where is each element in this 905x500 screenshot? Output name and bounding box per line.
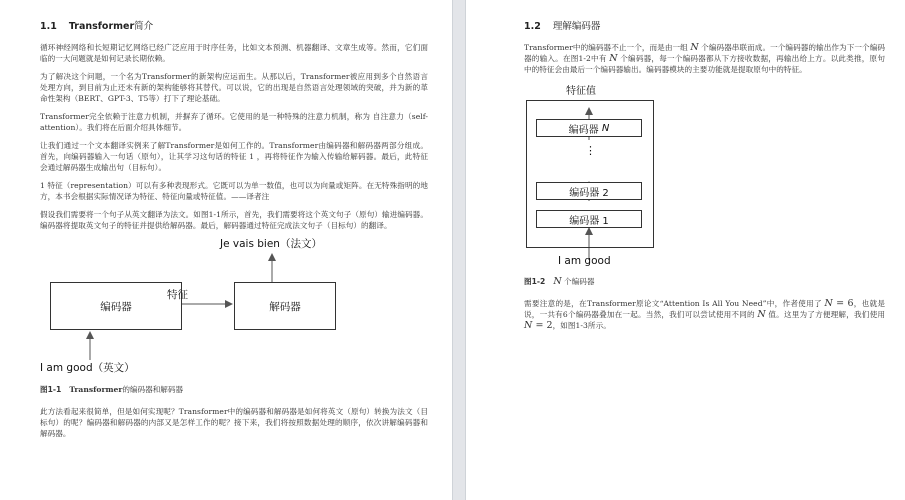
- decoder-box: [234, 282, 336, 330]
- note-paragraph: [524, 298, 885, 331]
- note-text-a: 需要注意的是，在Transformer原论文“Attention Is All You Need”中，作者使用了: [524, 299, 825, 308]
- paragraph-4: 让我们通过一个文本翻译实例来了解Transformer是如何工作的。Transformer由编码器和解码器两部分组成。首先，向编码器输入一句话（原句），让其学习这句话的特征 1 ，再将特征作为输入传输给解码器。最后，此特征会通过解码器生成输出句（目标句）。: [40, 141, 428, 172]
- intro-text-c: 个编码器，每一个编码器都从下方接收数据，再输出给上方。以此类推，原句中的特征会由最后一个编码器输出。编码器模块的主要功能就是提取原句中的特征。: [524, 54, 885, 74]
- paragraph-2: 为了解决这个问题，一个名为Transformer的新架构应运而生。从那以后，Transformer被应用到多个自然语言处理方向，到目前为止还未有新的架构能够将其替代。可以说，它的出现是自然语言处理领域的突破，并为新的革命性架构（BERT、GPT-3、T5等）打下了理论基础。: [40, 72, 428, 103]
- section-title: [40, 18, 428, 32]
- var-n-1: N: [690, 42, 699, 53]
- figure-encoder-decoder: [40, 236, 440, 382]
- section-number: 1.1: [40, 21, 57, 32]
- paragraph-1: 循环神经网络和长短期记忆网络已经广泛应用于时序任务，比如文本预测、机器翻译、文章生成等。然而，它们面临的一大问题就是如何记录长期依赖。: [40, 43, 428, 63]
- caption-text: 的编码器和解码器: [122, 385, 184, 394]
- output-sentence: Je vais bien（法文）: [220, 238, 322, 250]
- right-page: [466, 0, 905, 500]
- note-text-b: ，也就是说，一共有6个编码器叠加在一起。当然，我们可以尝试使用不同的: [524, 299, 886, 319]
- encoder-label: 编码器: [100, 300, 132, 313]
- encoder-n-prefix: 编码器: [568, 124, 602, 136]
- paragraph-5: 假设我们需要将一个句子从英文翻译为法文。如图1-1所示，首先，我们需要将这个英文句子（原句）输进编码器。编码器将提取英文句子的特征并提供给解码器。最后，解码器通过特征完成法文句子（目标句）的翻译。: [40, 210, 428, 230]
- intro-paragraph: [524, 42, 885, 75]
- feature-label: 特征: [167, 289, 188, 301]
- encoder-2-box: [536, 182, 642, 200]
- decoder-label: 解码器: [269, 300, 301, 313]
- caption-bold: Transformer: [69, 385, 123, 394]
- stack-input: I am good: [558, 255, 611, 267]
- intro-text-a: Transformer中的编码器不止一个，而是由一组: [524, 43, 691, 52]
- intro-text-b: 个编码器串联而成。一个编码器的输出作为下一个编码器的输入。在图1-2中有: [524, 43, 886, 63]
- note-text-c: 值。这里为了方便理解，我们使用: [765, 310, 885, 319]
- note-text-d: ，如图1-3所示。: [552, 321, 611, 330]
- figure-encoder-stack: [526, 82, 666, 270]
- closing-paragraph: 此方法看起来很简单，但是如何实现呢？Transformer中的编码器和解码器是如何将英文（原句）转换为法文（目标句）的呢？编码器和解码器的内部又是怎样工作的呢？接下来，我们将按照数据处理的顺序，依次讲解编码器和解码器。: [40, 407, 428, 438]
- encoder-n-box: [536, 119, 642, 137]
- caption-var: N: [553, 276, 562, 287]
- note-var-n: N: [757, 309, 766, 320]
- eq1-rest: = 6: [832, 298, 854, 309]
- encoder-box: [50, 282, 182, 330]
- var-n-2: N: [609, 53, 618, 64]
- caption-number-right: 图1-2: [524, 277, 546, 286]
- input-sentence: I am good（英文）: [40, 362, 135, 374]
- encoder-1-label: 编码器 1: [569, 215, 609, 227]
- top-label: 特征值: [566, 86, 596, 97]
- caption-text-right: 个编码器: [561, 277, 595, 286]
- eq1-var: N: [824, 298, 833, 309]
- encoder-n-var: N: [601, 122, 610, 134]
- figure-caption: [40, 384, 428, 395]
- left-page: [0, 0, 452, 500]
- eq2-var: N: [524, 320, 533, 331]
- ellipsis-dots: ⋮: [585, 144, 596, 157]
- section-title-en: Transformer: [68, 21, 135, 32]
- encoder-1-box: [536, 210, 642, 228]
- figure-caption-right: [524, 276, 885, 287]
- footnote: 1 特征（representation）可以有多种表现形式。它既可以为单一数值，也可以为向量或矩阵。在无特殊指明的地方，本书会根据实际情况译为特征、特征向量或特征值。——译者注: [40, 181, 428, 201]
- paragraph-3: Transformer完全依赖于注意力机制，并摒弃了循环。它使用的是一种特殊的注意力机制，称为 自注意力（self-attention）。我们将在后面介绍具体细节。: [40, 112, 428, 132]
- section-title-cn: 简介: [134, 21, 154, 32]
- section-title-text: 理解编码器: [552, 21, 601, 32]
- eq2-rest: = 2: [532, 320, 553, 331]
- page-gutter: [452, 0, 466, 500]
- section-title-right: [524, 18, 885, 32]
- section-number-right: 1.2: [524, 21, 541, 32]
- encoder-2-label: 编码器 2: [569, 187, 609, 199]
- caption-number: 图1-1: [40, 385, 62, 394]
